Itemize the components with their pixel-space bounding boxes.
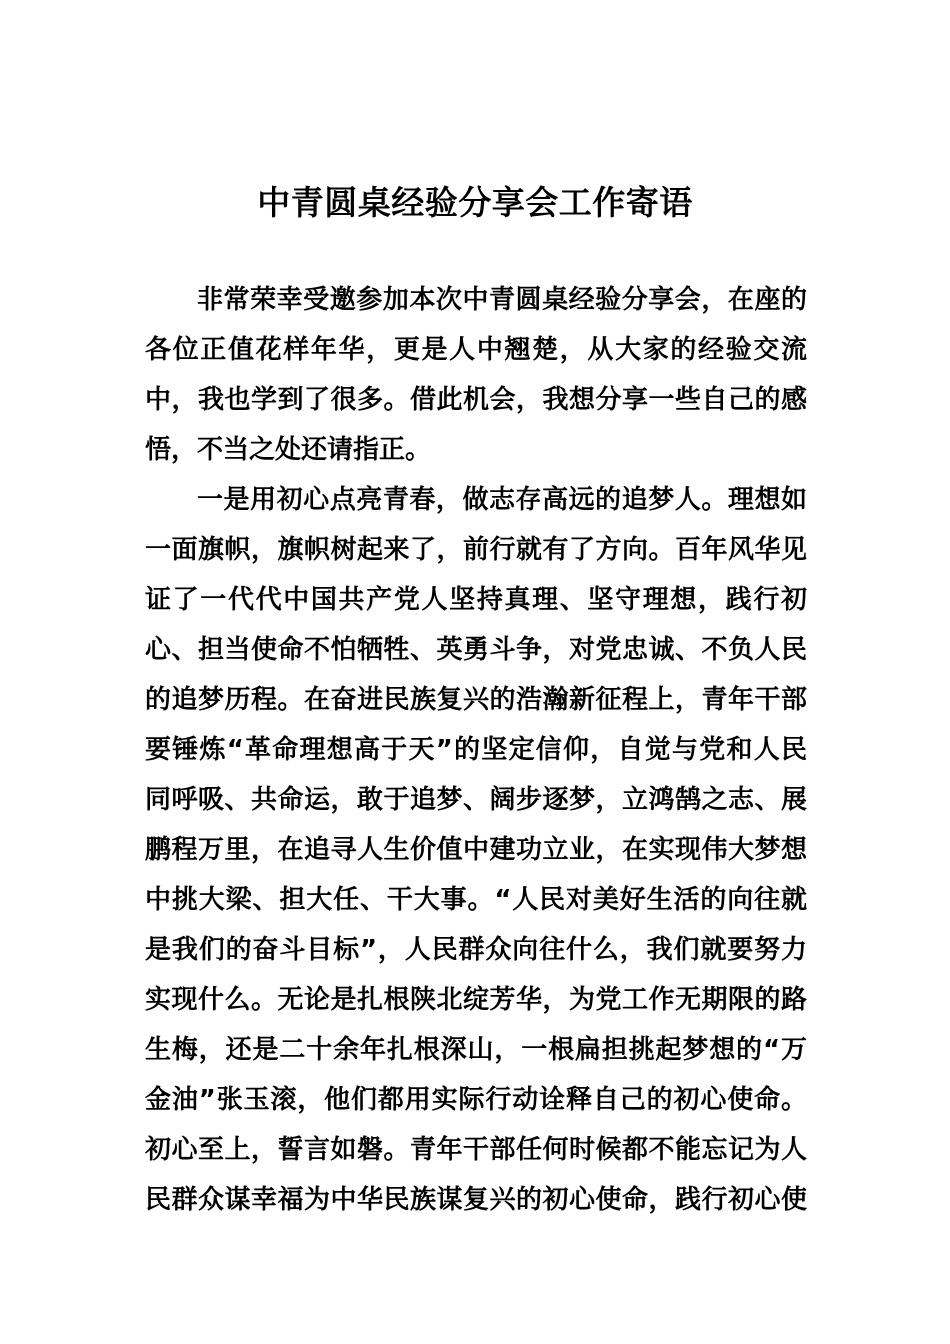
paragraph-line: 中挑大梁、担大任、干大事。“人民对美好生活的向往就 <box>145 885 807 915</box>
paragraph-line: 同呼吸、共命运，敢于追梦、阔步逐梦，立鸿鹄之志、展 <box>145 785 807 815</box>
paragraph-line: 民群众谋幸福为中华民族谋复兴的初心使命，践行初心使 <box>145 1185 807 1215</box>
paragraph-line: 中，我也学到了很多。借此机会，我想分享一些自己的感 <box>145 385 807 415</box>
paragraph-line: 金油”张玉滚，他们都用实际行动诠释自己的初心使命。 <box>145 1085 807 1115</box>
paragraph-line: 鹏程万里，在追寻人生价值中建功立业，在实现伟大梦想 <box>145 835 807 865</box>
paragraph-line: 各位正值花样年华，更是人中翘楚，从大家的经验交流 <box>145 335 807 365</box>
document-title: 中青圆桌经验分享会工作寄语 <box>257 183 693 222</box>
paragraph-line: 一是用初心点亮青春，做志存高远的追梦人。理想如 <box>197 485 807 515</box>
paragraph-line: 一面旗帜，旗帜树起来了，前行就有了方向。百年风华见 <box>145 535 807 565</box>
paragraph-line: 是我们的奋斗目标”，人民群众向往什么，我们就要努力 <box>145 935 807 965</box>
paragraph-line: 心、担当使命不怕牺牲、英勇斗争，对党忠诚、不负人民 <box>145 635 807 665</box>
paragraph-line: 要锤炼“革命理想高于天”的坚定信仰，自觉与党和人民 <box>145 735 807 765</box>
paragraph-line: 非常荣幸受邀参加本次中青圆桌经验分享会，在座的 <box>197 285 807 315</box>
paragraph-line: 证了一代代中国共产党人坚持真理、坚守理想，践行初 <box>145 585 807 615</box>
paragraph-line: 的追梦历程。在奋进民族复兴的浩瀚新征程上，青年干部 <box>145 685 807 715</box>
paragraph-line: 悟，不当之处还请指正。 <box>145 435 432 465</box>
paragraph-line: 初心至上，誓言如磐。青年干部任何时候都不能忘记为人 <box>145 1135 807 1165</box>
paragraph-line: 生梅，还是二十余年扎根深山，一根扁担挑起梦想的“万 <box>145 1035 807 1065</box>
paragraph-line: 实现什么。无论是扎根陕北绽芳华，为党工作无期限的路 <box>145 985 807 1015</box>
